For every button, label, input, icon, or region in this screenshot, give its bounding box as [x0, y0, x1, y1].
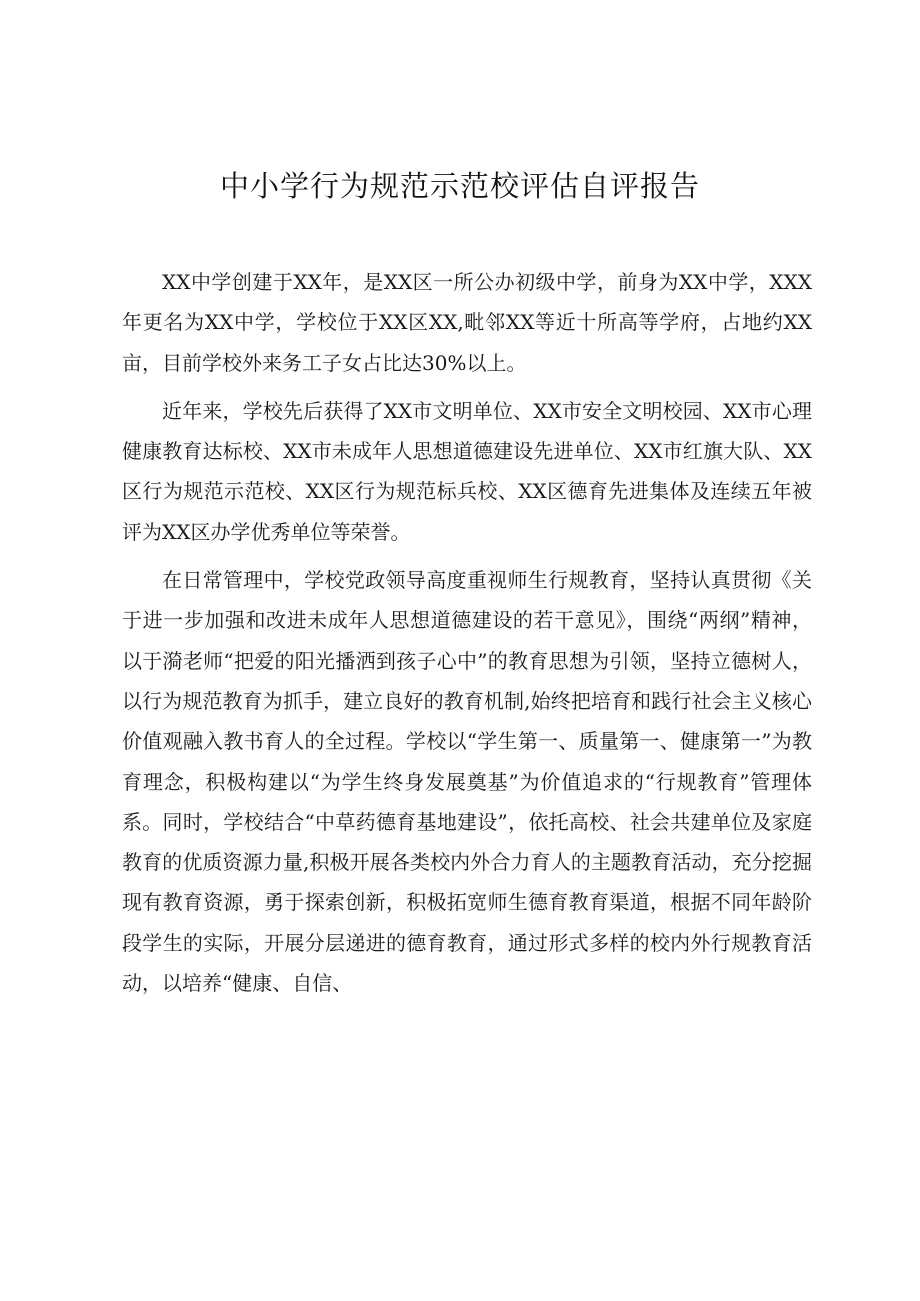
paragraph-management: 在日常管理中，学校党政领导高度重视师生行规教育，坚持认真贯彻《关于进一步加强和改进未成年人思想道德建设的若干意见》，围绕“两纲”精神，以于漪老师“把爱的阳光播洒到孩子心中”的教育思想为引领，坚持立德树人，以行为规范教育为抓手，建立良好的教育机制,始终把培育和践行社会主义核心价值观融入教书育人的全过程。学校以“学生第一、质量第一、健康第一”为教育理念，积极构建以“为学生终身发展奠基”为价值追求的“行规教育”管理体系。同时，学校结合“中草药德育基地建设”，依托高校、社会共建单位及家庭教育的优质资源力量,积极开展各类校内外合力育人的主题教育活动，充分挖掘现有教育资源，勇于探索创新，积极拓宽师生德育教育渠道，根据不同年龄阶段学生的实际，开展分层递进的德育教育，通过形式多样的校内外行规教育活动，以培养“健康、自信、: [122, 568, 812, 996]
document-title: 中小学行为规范示范校评估自评报告: [219, 169, 700, 203]
paragraph-honors: 近年来，学校先后获得了XX市文明单位、XX市安全文明校园、XX市心理健康教育达标校、XX市未成年人思想道德建设先进单位、XX市红旗大队、XX区行为规范示范校、XX区行为规范标兵校、XX区德育先进集体及连续五年被评为XX区办学优秀单位等荣誉。: [122, 398, 812, 544]
document-body: [122, 262, 812, 1011]
paragraph-intro: XX中学创建于XX年，是XX区一所公办初级中学，前身为XX中学，XXX年更名为XX中学，学校位于XX区XX,毗邻XX等近十所高等学府，占地约XX亩，目前学校外来务工子女占比达30%以上。: [122, 270, 812, 375]
